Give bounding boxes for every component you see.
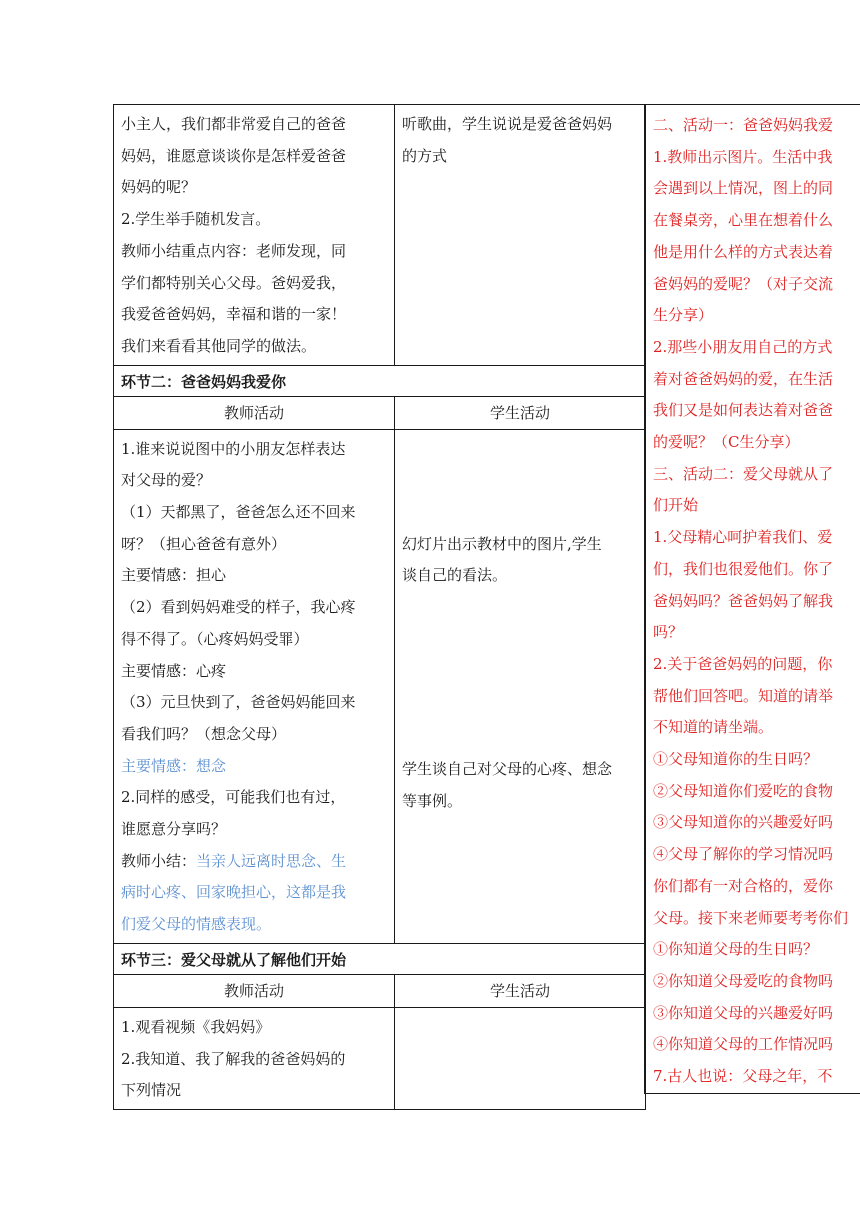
text-line: （1）天都黑了，爸爸怎么还不回来: [121, 503, 356, 522]
side-notes-column: [644, 104, 860, 1094]
highlighted-line: 病时心疼、回家晚担心，这都是我: [121, 883, 347, 902]
side-note-line: 2.关于爸爸妈妈的问题，你: [653, 654, 833, 673]
side-note-line: ①父母知道你的生日吗？: [653, 750, 819, 769]
text-line: 的方式: [402, 146, 448, 165]
side-note-line: 我们又是如何表达着对爸爸: [653, 401, 834, 420]
side-note-line: 2.那些小朋友用自己的方式: [653, 337, 833, 356]
text-line: 看我们吗？（想念父母）: [121, 724, 287, 743]
side-note-line: ②父母知道你们爱吃的食物: [653, 781, 834, 800]
text-line: 下列情况: [121, 1081, 182, 1100]
table-row: [114, 1007, 646, 1109]
summary-highlight: 当亲人远离时思念、生: [196, 851, 347, 870]
side-note-line: 们，我们也很爱他们。你了: [653, 559, 834, 578]
text-line: 听歌曲，学生说说是爱爸爸妈妈: [402, 115, 613, 133]
spacer: [402, 434, 640, 529]
side-note-line: 二、活动一：爸爸妈妈我爱: [653, 116, 834, 134]
text-line: 教师小结重点内容：老师发现，同: [121, 241, 347, 260]
side-note-line: 你们都有一对合格的，爱你: [653, 876, 834, 895]
side-note-line: 爸妈妈的爱呢？（对子交流: [653, 274, 834, 293]
text-line: 妈妈，谁愿意谈谈你是怎样爱爸爸: [121, 146, 347, 165]
table-row: [114, 105, 646, 366]
summary-prefix: 教师小结：: [121, 851, 197, 870]
text-line: 2.同样的感受，可能我们也有过，: [121, 788, 346, 807]
text-line: 幻灯片出示教材中的图片,学生: [402, 534, 602, 553]
teacher-cell: [114, 429, 395, 943]
side-note-line: 1.教师出示图片。生活中我: [653, 147, 833, 166]
side-note-line: ④你知道父母的工作情况吗: [653, 1035, 834, 1054]
side-note-line: 会遇到以上情况，图上的同: [653, 179, 834, 198]
side-note-line: ③你知道父母的兴趣爱好吗: [653, 1003, 834, 1022]
spacer: [402, 592, 640, 754]
section-title: 环节二：爸爸妈妈我爱你: [114, 365, 646, 396]
text-line: 小主人，我们都非常爱自己的爸爸: [121, 115, 347, 133]
side-note-line: ①你知道父母的生日吗？: [653, 940, 819, 959]
side-note-line: 的爱呢？（C生分享）: [653, 433, 800, 452]
text-line: 对父母的爱？: [121, 471, 212, 490]
text-line: 学们都特别关心父母。爸妈爱我，: [121, 273, 347, 292]
highlighted-line: 主要情感：想念: [121, 756, 227, 775]
text-line: （2）看到妈妈难受的样子，我心疼: [121, 598, 356, 617]
side-note-line: 们开始: [653, 496, 699, 515]
header-row: [114, 974, 646, 1007]
side-note-line: 帮他们回答吧。知道的请举: [653, 686, 834, 705]
text-line: 谁愿意分享吗？: [121, 820, 227, 839]
student-cell: [395, 429, 646, 943]
teacher-activity-header: 教师活动: [114, 974, 395, 1007]
side-note-line: 爸妈妈吗？爸爸妈妈了解我: [653, 591, 834, 610]
text-line: 谈自己的看法。: [402, 566, 508, 585]
teacher-cell: [114, 1007, 395, 1109]
text-line: 2.我知道、我了解我的爸爸妈妈的: [121, 1049, 346, 1068]
side-note-line: 吗？: [653, 623, 684, 642]
text-line: 主要情感：担心: [121, 566, 227, 585]
side-note-line: ④父母了解你的学习情况吗: [653, 845, 834, 864]
side-note-line: 着对爸爸妈妈的爱，在生活: [653, 369, 834, 388]
side-note-line: ②你知道父母爱吃的食物吗: [653, 971, 834, 990]
text-line: 等事例。: [402, 791, 463, 810]
highlighted-line: 们爱父母的情感表现。: [121, 915, 272, 934]
text-line: 1.谁来说说图中的小朋友怎样表达: [121, 439, 346, 458]
text-line: 我们来看看其他同学的做法。: [121, 336, 317, 355]
text-line: 学生谈自己对父母的心疼、想念: [402, 760, 613, 779]
side-note-line: 不知道的请坐端。: [653, 718, 774, 737]
side-note-line: 三、活动二：爱父母就从了: [653, 464, 834, 483]
table-row: [114, 429, 646, 943]
teacher-cell: [114, 105, 395, 366]
side-note-line: 在餐桌旁，心里在想着什么: [653, 211, 834, 230]
side-note-line: 父母。接下来老师要考考你们: [653, 908, 849, 927]
side-note-line: 他是用什么样的方式表达着: [653, 242, 834, 261]
header-row: [114, 396, 646, 429]
section-title-row: [114, 365, 646, 396]
section-title: 环节三：爱父母就从了解他们开始: [114, 943, 646, 974]
side-note-line: 7.古人也说：父母之年，不: [653, 1067, 833, 1086]
student-cell: [395, 1007, 646, 1109]
student-activity-header: 学生活动: [395, 974, 646, 1007]
student-activity-header: 学生活动: [395, 396, 646, 429]
text-line: （3）元旦快到了，爸爸妈妈能回来: [121, 693, 356, 712]
student-cell: [395, 105, 646, 366]
side-note-line: 生分享）: [653, 306, 714, 325]
text-line: 1.观看视频《我妈妈》: [121, 1017, 271, 1036]
text-line: 呀？（担心爸爸有意外）: [121, 534, 287, 553]
summary-line: [121, 846, 389, 878]
lesson-plan-table: [113, 104, 646, 1110]
teacher-activity-header: 教师活动: [114, 396, 395, 429]
text-line: 我爱爸爸妈妈，幸福和谐的一家！: [121, 305, 347, 324]
text-line: 主要情感：心疼: [121, 661, 227, 680]
text-line: 得不得了。（心疼妈妈受罪）: [121, 629, 309, 648]
side-note-line: ③父母知道你的兴趣爱好吗: [653, 813, 834, 832]
text-line: 2.学生举手随机发言。: [121, 210, 271, 229]
section-title-row: [114, 943, 646, 974]
side-note-line: 1.父母精心呵护着我们、爱: [653, 528, 833, 547]
text-line: 妈妈的呢？: [121, 178, 197, 197]
